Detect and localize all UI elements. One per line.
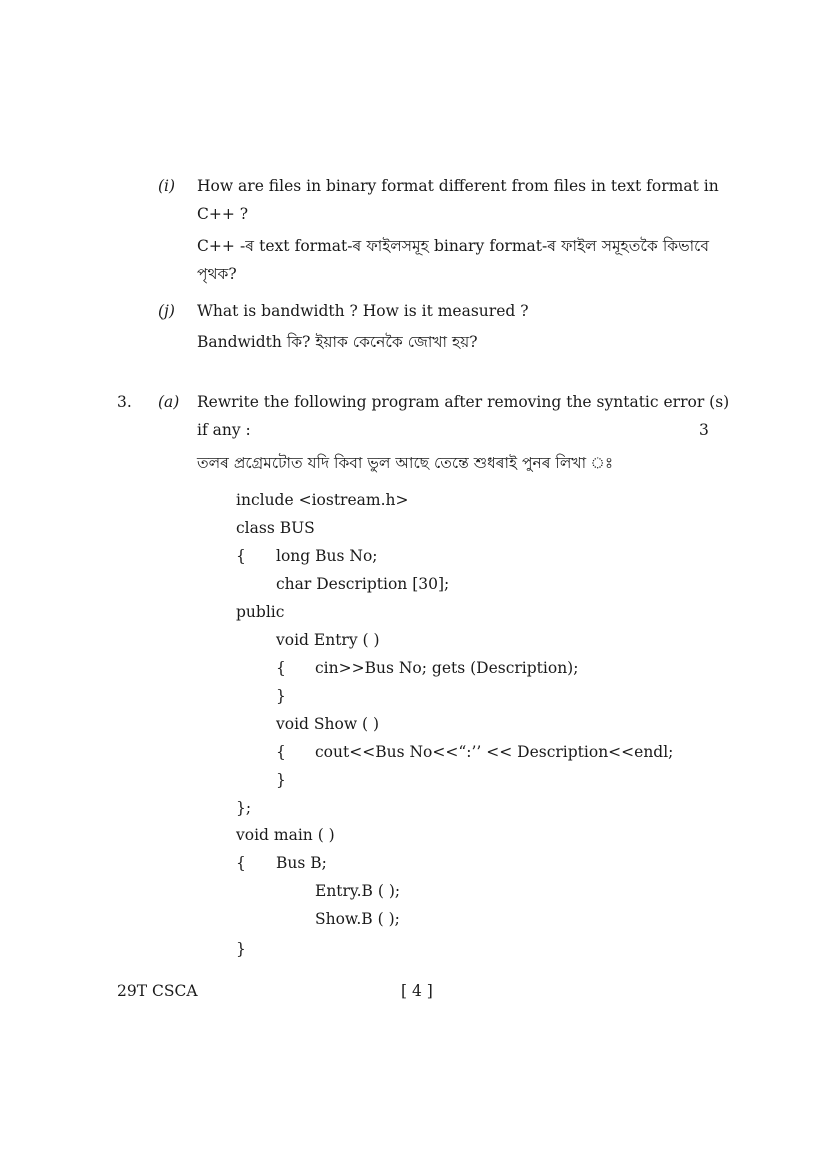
question-3a-text-as: তলৰ প্ৰগ্ৰেমটোত যদি কিবা ভুল আছে তেন্তে শুধৰাই পুনৰ লিখা ঃ xyxy=(197,454,614,472)
code-brace: { xyxy=(276,659,286,677)
code-line: cout<<Bus No<<“:’’ << Description<<endl; xyxy=(315,743,674,761)
question-i-text-as-2: পৃথক? xyxy=(197,265,237,283)
code-line: void main ( ) xyxy=(236,826,335,844)
code-line: class BUS xyxy=(236,519,315,537)
code-line: include <iostream.h> xyxy=(236,491,409,509)
question-i-text-en-1: How are files in binary format different from files in text format in xyxy=(197,177,719,195)
code-line: void Show ( ) xyxy=(276,715,380,733)
question-label-i: (i) xyxy=(158,177,176,195)
code-brace: { xyxy=(276,743,286,761)
question-3a-marks: 3 xyxy=(699,421,709,439)
question-j-text-en: What is bandwidth ? How is it measured ? xyxy=(197,302,529,320)
code-line: long Bus No; xyxy=(276,547,378,565)
question-3a-text-en-2: if any : xyxy=(197,421,251,439)
code-line: } xyxy=(236,940,246,958)
code-line: } xyxy=(276,771,286,789)
question-j-text-as: Bandwidth কি? ইয়াক কেনেকৈ জোখা হয়? xyxy=(197,333,478,351)
code-line: void Entry ( ) xyxy=(276,631,380,649)
code-line: Bus B; xyxy=(276,854,327,872)
question-label-3a: (a) xyxy=(158,393,180,411)
code-line: Show.B ( ); xyxy=(315,910,400,928)
code-line: cin>>Bus No; gets (Description); xyxy=(315,659,579,677)
code-line: }; xyxy=(236,799,252,817)
question-label-j: (j) xyxy=(158,302,175,320)
footer-paper-code: 29T CSCA xyxy=(117,982,198,1000)
code-line: } xyxy=(276,687,286,705)
code-brace: { xyxy=(236,854,246,872)
footer-page-number: [ 4 ] xyxy=(401,982,433,1000)
code-line: Entry.B ( ); xyxy=(315,882,401,900)
question-i-text-en-2: C++ ? xyxy=(197,205,249,223)
question-number-3: 3. xyxy=(117,393,132,411)
question-i-text-as-1: C++ -ৰ text format-ৰ ফাইলসমূহ binary format-ৰ ফাইল সমূহতকৈ কিভাবে xyxy=(197,237,709,255)
code-line: char Description [30]; xyxy=(276,575,450,593)
code-brace: { xyxy=(236,547,246,565)
code-line: public xyxy=(236,603,285,621)
question-3a-text-en-1: Rewrite the following program after removing the syntatic error (s) xyxy=(197,393,730,411)
